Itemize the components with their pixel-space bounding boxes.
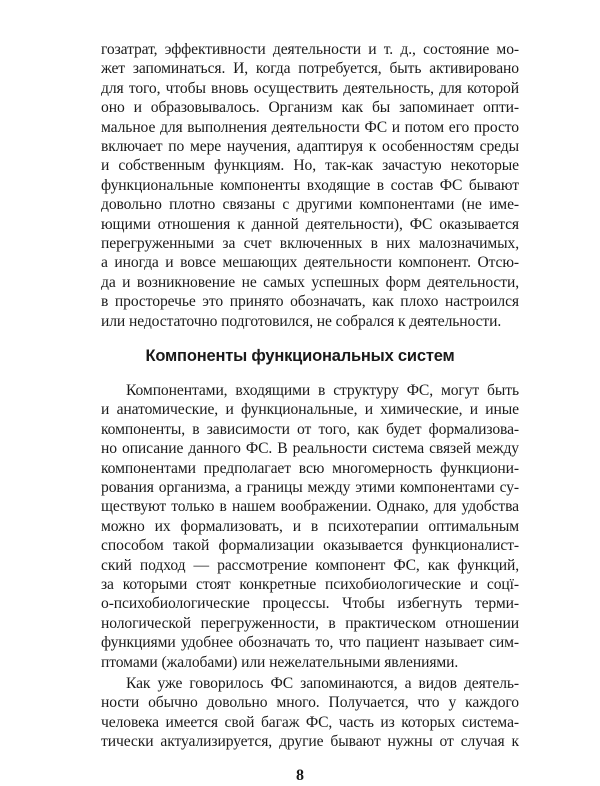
page-number: 8 <box>296 766 304 784</box>
text-line: гозатрат, эффективности деятельности и т. д., состояние мо- <box>101 41 519 58</box>
text-line: способом такой формализации оказывается функционалист- <box>101 537 519 555</box>
text-line: нологической перегруженности, в практическом отношении <box>101 614 519 632</box>
text-line: а иногда и вовсе мешающих деятельности компонент. Отсю- <box>101 254 519 272</box>
text-line: перегруженными за счет включенных в них малозначимых, <box>101 235 519 252</box>
text-line: но описание данного ФС. В реальности система связей между <box>101 440 519 458</box>
text-line: человека имеется свой багаж ФС, часть из которых системa- <box>101 713 519 731</box>
text-line: ющими отношения к данной деятельности), ФС оказывается <box>101 215 519 233</box>
text-line: жет запоминаться. И, когда потребуется, быть активировано <box>101 60 519 78</box>
text-line: довольно плотно связаны с другими компонентами (не име- <box>101 196 519 214</box>
text-line: тически актуализируется, другие бывают нужны от случая к <box>101 733 519 751</box>
text-line: в просторечье это принято обозначать, как плохо настроился <box>101 293 519 311</box>
text-line: для того, чтобы вновь осуществить деятельность, для которой <box>101 79 519 97</box>
section-heading: Компоненты функциональных систем <box>145 347 455 365</box>
text-line: о-психобиологические процессы. Чтобы избегнуть терми- <box>101 595 519 613</box>
text-line: за которыми стоят конкретные психобиологические и соцї- <box>101 576 519 593</box>
text-line: ществуют только в нашем воображении. Однако, для удобства <box>101 498 519 516</box>
text-line: включает по мере научения, адаптируя к особенностям среды <box>101 138 519 155</box>
text-line: ности обычно довольно много. Получается, что у каждого <box>101 694 519 712</box>
text-line: и анатомические, и функциональные, и химические, и иные <box>101 401 519 419</box>
text-line: Как уже говорилось ФС запоминаются, а видов деятель- <box>126 675 519 692</box>
text-line: функциональные компоненты входящие в состав ФС бывают <box>101 176 519 194</box>
text-line: рования организма, а границы между этими компонентами су- <box>101 479 519 496</box>
text-line: компонентами предполагает всю многомерность функциони- <box>101 459 519 477</box>
text-line: птомами (жалобами) или нежелательными явлениями. <box>101 653 459 671</box>
text-line: и собственным функциям. Но, так-как зачастую некоторые <box>101 157 519 175</box>
text-line: функциями удобнее обозначать то, что пациент называет сим- <box>101 634 519 652</box>
text-line: ский подход — рассмотрение компонент ФС, как функций, <box>101 556 519 574</box>
text-line: компоненты, в зависимости от того, как будет формализова- <box>101 420 519 438</box>
text-line: да и возникновение не самых успешных форм деятельности, <box>101 273 519 291</box>
text-line: оно и образовывалось. Организм как бы запоминает опти- <box>101 99 519 117</box>
text-line: мальное для выполнения деятельности ФС и потом его просто <box>101 118 519 136</box>
text-line: или недостаточно подготовился, не собрался к деятельности. <box>101 312 502 330</box>
text-line: можно их формализовать, и в психотерапии оптимальным <box>101 517 519 535</box>
text-line: Компонентами, входящими в структуру ФС, могут быть <box>126 382 519 399</box>
